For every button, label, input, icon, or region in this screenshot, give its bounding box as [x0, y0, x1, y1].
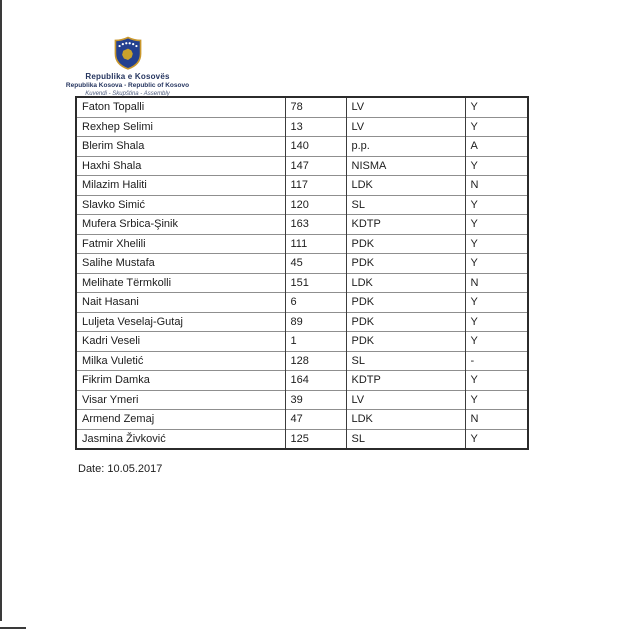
party-cell: PDK — [346, 332, 465, 352]
ballot-number-cell: 6 — [285, 293, 346, 313]
window-edge-bottom — [0, 627, 26, 629]
ballot-number-cell: 125 — [285, 429, 346, 449]
vote-cell: N — [465, 410, 528, 430]
ballot-number-cell: 45 — [285, 254, 346, 274]
party-cell: PDK — [346, 312, 465, 332]
party-cell: SL — [346, 195, 465, 215]
vote-cell: N — [465, 176, 528, 196]
letterhead-line2: Republika Kosova - Republic of Kosovo — [65, 82, 190, 89]
party-cell: LV — [346, 390, 465, 410]
vote-cell: Y — [465, 117, 528, 137]
ballot-number-cell: 89 — [285, 312, 346, 332]
vote-cell: N — [465, 273, 528, 293]
ballot-number-cell: 47 — [285, 410, 346, 430]
ballot-number-cell: 140 — [285, 137, 346, 157]
table-row — [76, 429, 528, 449]
ballot-number-cell: 117 — [285, 176, 346, 196]
member-name-cell: Visar Ymeri — [76, 390, 285, 410]
letterhead-line3: Kuvendi - Skupština - Assembly — [85, 90, 170, 97]
member-name-cell: Fikrim Damka — [76, 371, 285, 391]
table-row — [76, 254, 528, 274]
ballot-number-cell: 111 — [285, 234, 346, 254]
kosovo-coat-of-arms-icon — [113, 36, 143, 70]
table-row — [76, 293, 528, 313]
member-name-cell: Fatmir Xhelili — [76, 234, 285, 254]
table-row — [76, 332, 528, 352]
table-row — [76, 390, 528, 410]
vote-cell: Y — [465, 312, 528, 332]
ballot-number-cell: 151 — [285, 273, 346, 293]
party-cell: LDK — [346, 273, 465, 293]
ballot-number-cell: 163 — [285, 215, 346, 235]
vote-table-body — [76, 97, 528, 449]
vote-cell: Y — [465, 156, 528, 176]
member-name-cell: Kadri Veseli — [76, 332, 285, 352]
member-name-cell: Nait Hasani — [76, 293, 285, 313]
member-name-cell: Mufera Srbica-Şinik — [76, 215, 285, 235]
vote-cell: Y — [465, 234, 528, 254]
table-row — [76, 273, 528, 293]
table-row — [76, 371, 528, 391]
table-row — [76, 410, 528, 430]
member-name-cell: Luljeta Veselaj-Gutaj — [76, 312, 285, 332]
table-row — [76, 312, 528, 332]
ballot-number-cell: 13 — [285, 117, 346, 137]
party-cell: LV — [346, 97, 465, 117]
table-row — [76, 215, 528, 235]
member-name-cell: Rexhep Selimi — [76, 117, 285, 137]
table-row — [76, 117, 528, 137]
window-edge-left — [0, 0, 2, 621]
vote-results-table — [75, 96, 529, 450]
date-label: Date: 10.05.2017 — [78, 463, 163, 475]
party-cell: PDK — [346, 293, 465, 313]
party-cell: SL — [346, 351, 465, 371]
party-cell: PDK — [346, 234, 465, 254]
vote-cell: Y — [465, 390, 528, 410]
party-cell: KDTP — [346, 215, 465, 235]
vote-cell: Y — [465, 254, 528, 274]
vote-cell: Y — [465, 371, 528, 391]
party-cell: LDK — [346, 410, 465, 430]
member-name-cell: Slavko Simić — [76, 195, 285, 215]
ballot-number-cell: 39 — [285, 390, 346, 410]
party-cell: SL — [346, 429, 465, 449]
vote-cell: Y — [465, 332, 528, 352]
member-name-cell: Salihe Mustafa — [76, 254, 285, 274]
vote-cell: Y — [465, 293, 528, 313]
member-name-cell: Blerim Shala — [76, 137, 285, 157]
table-row — [76, 137, 528, 157]
vote-cell: - — [465, 351, 528, 371]
member-name-cell: Milazim Haliti — [76, 176, 285, 196]
party-cell: LV — [346, 117, 465, 137]
member-name-cell: Melihate Tërmkolli — [76, 273, 285, 293]
letterhead — [40, 36, 215, 97]
ballot-number-cell: 147 — [285, 156, 346, 176]
table-row — [76, 351, 528, 371]
table-row — [76, 156, 528, 176]
vote-cell: Y — [465, 429, 528, 449]
member-name-cell: Jasmina Živković — [76, 429, 285, 449]
table-row — [76, 176, 528, 196]
vote-cell: Y — [465, 215, 528, 235]
ballot-number-cell: 78 — [285, 97, 346, 117]
party-cell: KDTP — [346, 371, 465, 391]
party-cell: PDK — [346, 254, 465, 274]
vote-cell: Y — [465, 195, 528, 215]
letterhead-line1: Republika e Kosovës — [85, 72, 170, 81]
ballot-number-cell: 128 — [285, 351, 346, 371]
ballot-number-cell: 1 — [285, 332, 346, 352]
table-row — [76, 195, 528, 215]
ballot-number-cell: 164 — [285, 371, 346, 391]
party-cell: p.p. — [346, 137, 465, 157]
table-row — [76, 234, 528, 254]
member-name-cell: Milka Vuletić — [76, 351, 285, 371]
member-name-cell: Faton Topalli — [82, 101, 145, 114]
member-name-cell: Haxhi Shala — [76, 156, 285, 176]
ballot-number-cell: 120 — [285, 195, 346, 215]
member-name-cell: Armend Zemaj — [76, 410, 285, 430]
vote-cell: Y — [465, 97, 528, 117]
table-row — [76, 97, 528, 117]
party-cell: NISMA — [346, 156, 465, 176]
party-cell: LDK — [346, 176, 465, 196]
vote-cell: A — [465, 137, 528, 157]
